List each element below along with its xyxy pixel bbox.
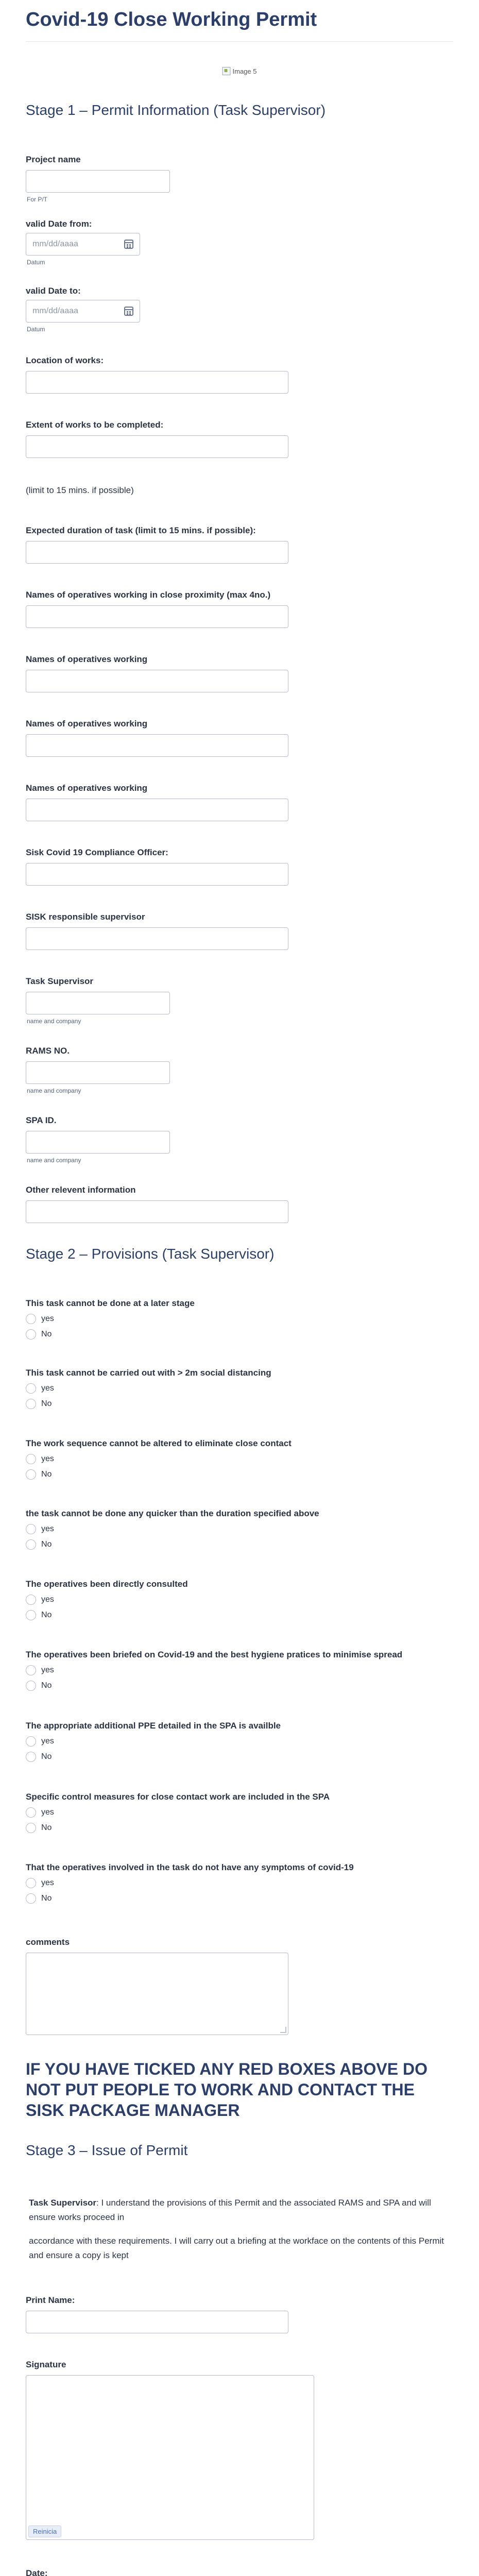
- radio-button[interactable]: [26, 1878, 36, 1888]
- duration-input[interactable]: [26, 541, 288, 564]
- stage3-header: Stage 3 – Issue of Permit: [26, 2142, 188, 2158]
- radio-button[interactable]: [26, 1524, 36, 1534]
- question-label: This task cannot be done at a later stage: [26, 1298, 195, 1308]
- broken-image-icon: [223, 67, 231, 75]
- image-placeholder-top: Image 5: [223, 66, 257, 76]
- operatives-2-input[interactable]: [26, 734, 288, 757]
- task-supervisor-sublabel: name and company: [27, 1018, 81, 1025]
- question-label: Specific control measures for close contact work are included in the SPA: [26, 1792, 330, 1802]
- radio-button[interactable]: [26, 1539, 36, 1550]
- valid-to-label: valid Date to:: [26, 286, 81, 296]
- operatives-proximity-input[interactable]: [26, 605, 288, 628]
- radio-button[interactable]: [26, 1314, 36, 1324]
- radio-option-no[interactable]: No: [26, 1469, 52, 1480]
- spa-id-input[interactable]: [26, 1131, 170, 1154]
- question-label: The appropriate additional PPE detailed in the SPA is availble: [26, 1721, 281, 1731]
- location-input[interactable]: [26, 371, 288, 394]
- radio-button[interactable]: [26, 1823, 36, 1833]
- radio-button[interactable]: [26, 1893, 36, 1904]
- radio-button[interactable]: [26, 1595, 36, 1605]
- radio-button[interactable]: [26, 1469, 36, 1480]
- print-name-label: Print Name:: [26, 2295, 75, 2305]
- operatives-3-label: Names of operatives working: [26, 783, 148, 793]
- valid-from-date-input[interactable]: mm/dd/aaaa: [26, 233, 140, 256]
- radio-option-no[interactable]: No: [26, 1399, 52, 1409]
- date-label: Date:: [26, 2568, 48, 2576]
- valid-to-sublabel: Datum: [27, 326, 45, 333]
- project-name-input[interactable]: [26, 170, 170, 193]
- responsible-supervisor-input[interactable]: [26, 927, 288, 950]
- signature-pad[interactable]: [26, 2375, 314, 2540]
- comments-textarea[interactable]: [26, 1953, 288, 2035]
- radio-option-yes[interactable]: yes: [26, 1595, 54, 1605]
- radio-button[interactable]: [26, 1736, 36, 1747]
- project-name-sublabel: For P/T: [27, 196, 48, 203]
- radio-option-yes[interactable]: yes: [26, 1314, 54, 1324]
- valid-from-sublabel: Datum: [27, 259, 45, 266]
- operatives-1-input[interactable]: [26, 670, 288, 692]
- rams-no-input[interactable]: [26, 1061, 170, 1084]
- radio-option-no[interactable]: No: [26, 1539, 52, 1550]
- duration-label: Expected duration of task (limit to 15 mins. if possible):: [26, 526, 256, 535]
- radio-option-yes[interactable]: yes: [26, 1454, 54, 1464]
- other-info-input[interactable]: [26, 1200, 288, 1223]
- question-label: The operatives been briefed on Covid-19 and the best hygiene pratices to minimise spread: [26, 1650, 403, 1659]
- radio-button[interactable]: [26, 1752, 36, 1762]
- project-name-label: Project name: [26, 155, 81, 164]
- rams-no-label: RAMS NO.: [26, 1046, 70, 1056]
- radio-option-yes[interactable]: yes: [26, 1807, 54, 1818]
- calendar-icon[interactable]: [124, 240, 133, 249]
- spa-id-sublabel: name and company: [27, 1157, 81, 1164]
- warning-heading: IF YOU HAVE TICKED ANY RED BOXES ABOVE DO NOT PUT PEOPLE TO WORK AND CONTACT THE SISK PACKAGE MANAGER: [26, 2060, 427, 2120]
- radio-button[interactable]: [26, 1383, 36, 1394]
- task-supervisor-statement-cont: accordance with these requirements. I will carry out a briefing at the workface on the contents of this Permit and ensure a copy is kept: [29, 2236, 444, 2260]
- compliance-officer-input[interactable]: [26, 863, 288, 886]
- radio-button[interactable]: [26, 1610, 36, 1620]
- calendar-icon[interactable]: [124, 307, 133, 316]
- radio-option-no[interactable]: No: [26, 1681, 52, 1691]
- question-label: The work sequence cannot be altered to eliminate close contact: [26, 1438, 292, 1448]
- radio-option-no[interactable]: No: [26, 1610, 52, 1620]
- radio-option-yes[interactable]: yes: [26, 1736, 54, 1747]
- print-name-input[interactable]: [26, 2311, 288, 2333]
- task-supervisor-label: Task Supervisor: [26, 976, 94, 986]
- radio-option-yes[interactable]: yes: [26, 1383, 54, 1394]
- extent-input[interactable]: [26, 435, 288, 458]
- question-label: The operatives been directly consulted: [26, 1579, 188, 1589]
- question-label: This task cannot be carried out with > 2m social distancing: [26, 1368, 271, 1378]
- compliance-officer-label: Sisk Covid 19 Compliance Officer:: [26, 848, 168, 857]
- signature-label: Signature: [26, 2360, 66, 2369]
- operatives-2-label: Names of operatives working: [26, 719, 148, 728]
- radio-option-yes[interactable]: yes: [26, 1524, 54, 1534]
- radio-option-no[interactable]: No: [26, 1752, 52, 1762]
- stage2-header: Stage 2 – Provisions (Task Supervisor): [26, 1246, 275, 1262]
- radio-button[interactable]: [26, 1399, 36, 1409]
- comments-label: comments: [26, 1937, 70, 1947]
- radio-button[interactable]: [26, 1454, 36, 1464]
- spa-id-label: SPA ID.: [26, 1115, 57, 1125]
- stage1-header: Stage 1 – Permit Information (Task Supervisor): [26, 102, 326, 118]
- resize-grip-icon[interactable]: [280, 2027, 286, 2033]
- task-supervisor-input[interactable]: [26, 992, 170, 1014]
- radio-button[interactable]: [26, 1665, 36, 1675]
- question-label: That the operatives involved in the task do not have any symptoms of covid-19: [26, 1862, 354, 1872]
- radio-option-no[interactable]: No: [26, 1329, 52, 1340]
- task-supervisor-statement: Task Supervisor: I understand the provisions of this Permit and the associated RAMS and SPA and will ensure works proceed in: [29, 2198, 431, 2222]
- valid-to-date-input[interactable]: mm/dd/aaaa: [26, 300, 140, 323]
- other-info-label: Other relevent information: [26, 1185, 136, 1195]
- valid-from-label: valid Date from:: [26, 219, 92, 229]
- form-title: Covid-19 Close Working Permit: [26, 4, 453, 42]
- location-label: Location of works:: [26, 355, 104, 365]
- operatives-proximity-label: Names of operatives working in close proximity (max 4no.): [26, 590, 271, 600]
- operatives-3-input[interactable]: [26, 799, 288, 821]
- radio-button[interactable]: [26, 1329, 36, 1340]
- radio-option-yes[interactable]: yes: [26, 1878, 54, 1888]
- radio-option-no[interactable]: No: [26, 1823, 52, 1833]
- question-label: the task cannot be done any quicker than the duration specified above: [26, 1509, 319, 1518]
- responsible-supervisor-label: SISK responsible supervisor: [26, 912, 145, 922]
- radio-option-no[interactable]: No: [26, 1893, 52, 1904]
- radio-option-yes[interactable]: yes: [26, 1665, 54, 1675]
- limit-note: (limit to 15 mins. if possible): [26, 485, 134, 495]
- radio-button[interactable]: [26, 1681, 36, 1691]
- operatives-1-label: Names of operatives working: [26, 654, 148, 664]
- radio-button[interactable]: [26, 1807, 36, 1818]
- extent-label: Extent of works to be completed:: [26, 420, 164, 430]
- rams-no-sublabel: name and company: [27, 1087, 81, 1094]
- clear-signature-button[interactable]: Reinicia: [28, 2526, 61, 2537]
